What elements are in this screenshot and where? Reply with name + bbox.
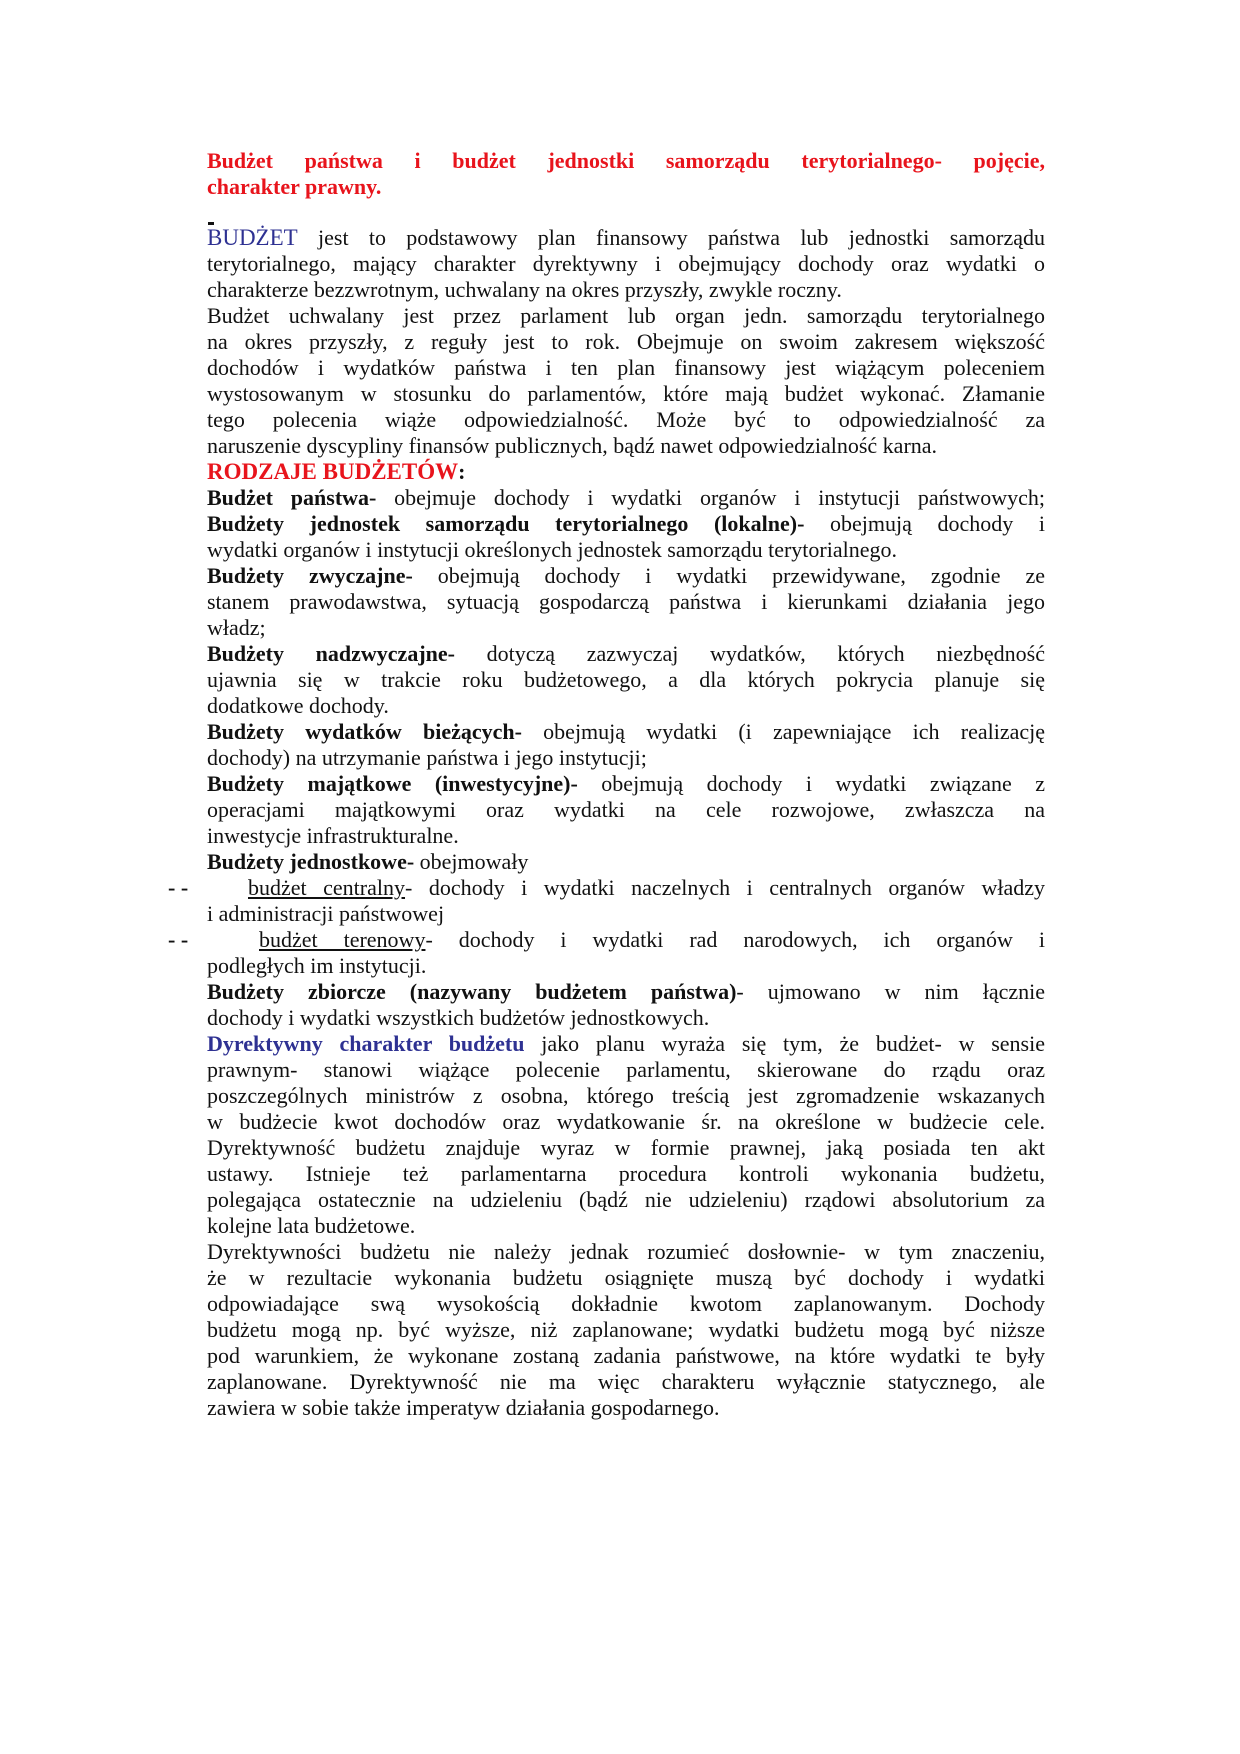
sub-item-local-cont: podległych im instytucji.	[207, 953, 427, 978]
type-item-ordinary: Budżety zwyczajne- obejmują dochody i wydatki przewidywane, zgodnie ze	[207, 563, 1045, 588]
paragraph-line: zaplanowane. Dyrektywność nie ma więc charakteru wyłącznie statycznego, ale	[207, 1369, 1045, 1394]
type-item-unit: Budżety jednostkowe- obejmowały	[207, 849, 529, 874]
definition-line-2: terytorialnego, mający charakter dyrektywny i obejmujący dochody oraz wydatki o	[207, 251, 1045, 276]
paragraph-line: pod warunkiem, że wykonane zostaną zadania państwowe, na które wydatki te były	[207, 1343, 1045, 1368]
type-item-capital-cont: operacjami majątkowymi oraz wydatki na cele rozwojowe, zwłaszcza na	[207, 797, 1045, 822]
directive-line: prawnym- stanowi wiążące polecenie parlamentu, skierowane do rządu oraz	[207, 1057, 1045, 1082]
type-item-extraordinary-cont: ujawnia się w trakcie roku budżetowego, a dla których pokrycia planuje się	[207, 667, 1045, 692]
collective-budget-cont: dochody i wydatki wszystkich budżetów jednostkowych.	[207, 1005, 710, 1030]
sub-item-local: budżet terenowy- dochody i wydatki rad narodowych, ich organów i	[259, 927, 1046, 952]
definition-term: BUDŻET	[207, 225, 298, 250]
directive-line: ustawy. Istnieje też parlamentarna procedura kontroli wykonania budżetu,	[207, 1161, 1045, 1186]
document-title-line-1: Budżet państwa i budżet jednostki samorządu terytorialnego- pojęcie,	[207, 148, 1045, 173]
paragraph-line: budżetu mogą np. być wyższe, niż zaplanowane; wydatki budżetu mogą być niższe	[207, 1317, 1045, 1342]
definition-line-3: charakterze bezzwrotnym, uchwalany na okres przyszły, zwykle roczny.	[207, 277, 842, 302]
directive-line: polegająca ostatecznie na udzieleniu (bądź nie udzieleniu) rządowi absolutorium za	[207, 1187, 1045, 1212]
definition-line-1: BUDŻET jest to podstawowy plan finansowy państwa lub jednostki samorządu	[207, 225, 1045, 250]
directive-term: Dyrektywny charakter budżetu	[207, 1031, 525, 1056]
directive-line: w budżecie kwot dochodów oraz wydatkowanie śr. na określone w budżecie cele.	[207, 1109, 1045, 1134]
directive-line-1: Dyrektywny charakter budżetu jako planu wyraża się tym, że budżet- w sensie	[207, 1031, 1045, 1056]
type-item-extraordinary: Budżety nadzwyczajne- dotyczą zazwyczaj wydatków, których niezbędność	[207, 641, 1045, 666]
type-item-local-cont: wydatki organów i instytucji określonych jednostek samorządu terytorialnego.	[207, 537, 897, 562]
type-item-capital-cont: inwestycje infrastrukturalne.	[207, 823, 459, 848]
paragraph-line: tego polecenia wiąże odpowiedzialność. Może być to odpowiedzialność za	[207, 407, 1045, 432]
paragraph-line: wystosowanym w stosunku do parlamentów, które mają budżet wykonać. Złamanie	[207, 381, 1045, 406]
type-item-local: Budżety jednostek samorządu terytorialnego (lokalne)- obejmują dochody i	[207, 511, 1045, 536]
type-item-ordinary-cont: stanem prawodawstwa, sytuacją gospodarczą państwa i kierunkami działania jego	[207, 589, 1045, 614]
sub-item-central-cont: i administracji państwowej	[207, 901, 445, 926]
directive-line: Dyrektywność budżetu znajduje wyraz w formie prawnej, jaką posiada ten akt	[207, 1135, 1045, 1160]
paragraph-line: zawiera w sobie także imperatyw działania gospodarnego.	[207, 1395, 720, 1420]
collective-budget: Budżety zbiorcze (nazywany budżetem państwa)- ujmowano w nim łącznie	[207, 979, 1045, 1004]
type-item-current-cont: dochody) na utrzymanie państwa i jego instytucji;	[207, 745, 647, 770]
paragraph-line: Dyrektywności budżetu nie należy jednak rozumieć dosłownie- w tym znaczeniu,	[207, 1239, 1045, 1264]
paragraph-line: dochodów i wydatków państwa i ten plan finansowy jest wiążącym poleceniem	[207, 355, 1045, 380]
paragraph-line: Budżet uchwalany jest przez parlament lub organ jedn. samorządu terytorialnego	[207, 303, 1045, 328]
list-bullet: - -	[168, 875, 189, 900]
type-item-capital: Budżety majątkowe (inwestycyjne)- obejmują dochody i wydatki związane z	[207, 771, 1045, 796]
sub-item-central: budżet centralny- dochody i wydatki naczelnych i centralnych organów władzy	[248, 875, 1045, 900]
document-title-line-2: charakter prawny.	[207, 174, 382, 199]
type-item-state: Budżet państwa- obejmuje dochody i wydatki organów i instytucji państwowych;	[207, 485, 1046, 510]
directive-line: poszczególnych ministrów z osobna, którego treścią jest zgromadzenie wskazanych	[207, 1083, 1045, 1108]
type-item-current: Budżety wydatków bieżących- obejmują wydatki (i zapewniające ich realizację	[207, 719, 1045, 744]
paragraph-line: naruszenie dyscypliny finansów publicznych, bądź nawet odpowiedzialność karna.	[207, 433, 938, 458]
directive-line: kolejne lata budżetowe.	[207, 1213, 416, 1238]
type-item-extraordinary-cont: dodatkowe dochody.	[207, 693, 389, 718]
paragraph-line: że w rezultacie wykonania budżetu osiągnięte muszą być dochody i wydatki	[207, 1265, 1045, 1290]
paragraph-line: odpowiadające swą wysokością dokładnie kwotom zaplanowanym. Dochody	[207, 1291, 1045, 1316]
type-item-ordinary-cont: władz;	[207, 615, 266, 640]
paragraph-line: na okres przyszły, z reguły jest to rok. Obejmuje on swoim zakresem większość	[207, 329, 1045, 354]
types-heading: RODZAJE BUDŻETÓW:	[207, 459, 466, 484]
list-bullet: - -	[168, 927, 189, 952]
